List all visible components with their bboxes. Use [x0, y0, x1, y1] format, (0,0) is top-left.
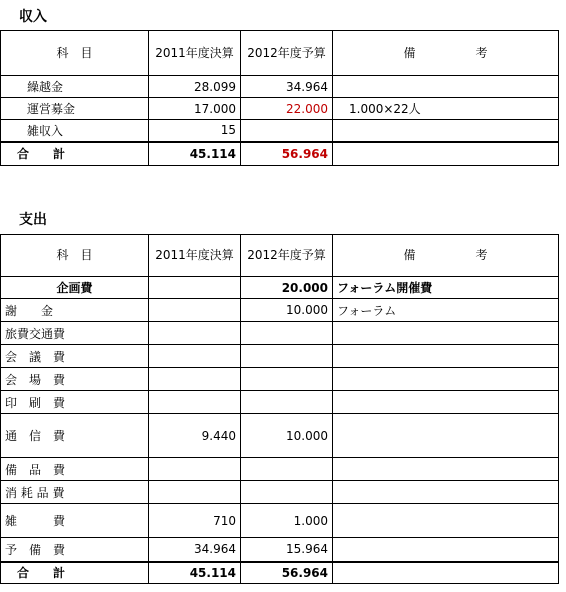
table-row: [1, 299, 559, 322]
expense-subject: 会 議 費: [1, 345, 149, 368]
income-total-prev: 45.114: [149, 142, 241, 166]
income-table: [0, 30, 559, 166]
table-row: [1, 458, 559, 481]
table-row: [1, 538, 559, 562]
table-row: [1, 345, 559, 368]
expense-subject: 通 信 費: [1, 414, 149, 458]
income-total-label: 合 計: [1, 142, 149, 166]
income-total-next: 56.964: [241, 142, 333, 166]
expense-total-remarks: [333, 562, 559, 584]
expense-remarks: [333, 414, 559, 458]
expense-subject: 消 耗 品 費: [1, 481, 149, 504]
expense-next-value: [241, 481, 333, 504]
expense-prev-value: 34.964: [149, 538, 241, 562]
income-header-row: [1, 31, 559, 76]
expense-next-value: 1.000: [241, 504, 333, 538]
expense-header-remarks: 備 考: [333, 235, 559, 277]
expense-next-value: 10.000: [241, 299, 333, 322]
expense-prev-value: [149, 277, 241, 299]
expense-remarks: [333, 538, 559, 562]
expense-prev-value: 710: [149, 504, 241, 538]
table-row: [1, 481, 559, 504]
expense-subject: 会 場 費: [1, 368, 149, 391]
expense-remarks: フォーラム開催費: [333, 277, 559, 299]
expense-prev-value: 9.440: [149, 414, 241, 458]
expense-prev-value: [149, 345, 241, 368]
expense-remarks: [333, 504, 559, 538]
expense-remarks: [333, 368, 559, 391]
expense-remarks: [333, 458, 559, 481]
expense-prev-value: [149, 391, 241, 414]
income-subject: 運営募金: [1, 98, 149, 120]
expense-subject: 雑 費: [1, 504, 149, 538]
expense-next-value: [241, 391, 333, 414]
expense-subject: 予 備 費: [1, 538, 149, 562]
expense-prev-value: [149, 481, 241, 504]
expense-subject: 企画費: [1, 277, 149, 299]
table-row: [1, 120, 559, 142]
table-row: [1, 322, 559, 345]
expense-header-subject: 科 目: [1, 235, 149, 277]
expense-prev-value: [149, 368, 241, 391]
expense-header-row: [1, 235, 559, 277]
expense-header-prev-year: 2011年度決算: [149, 235, 241, 277]
income-total-remarks: [333, 142, 559, 166]
income-title: 収入: [19, 9, 47, 25]
expense-remarks: [333, 391, 559, 414]
expense-next-value: 15.964: [241, 538, 333, 562]
expense-title: 支出: [19, 212, 47, 228]
expense-total-label: 合 計: [1, 562, 149, 584]
income-prev-value: 28.099: [149, 76, 241, 98]
table-row: [1, 391, 559, 414]
expense-subject: 印 刷 費: [1, 391, 149, 414]
income-remarks: [333, 76, 559, 98]
table-row: [1, 414, 559, 458]
expense-remarks: フォーラム: [333, 299, 559, 322]
expense-remarks: [333, 322, 559, 345]
income-total-row: [1, 142, 559, 166]
income-subject: 雑収入: [1, 120, 149, 142]
expense-total-row: [1, 562, 559, 584]
table-row: [1, 504, 559, 538]
table-row: [1, 277, 559, 299]
expense-prev-value: [149, 299, 241, 322]
income-header-subject: 科 目: [1, 31, 149, 76]
income-remarks: [333, 120, 559, 142]
expense-next-value: [241, 458, 333, 481]
income-header-remarks: 備 考: [333, 31, 559, 76]
income-header-next-year: 2012年度予算: [241, 31, 333, 76]
expense-header-next-year: 2012年度予算: [241, 235, 333, 277]
expense-subject: 備 品 費: [1, 458, 149, 481]
expense-remarks: [333, 345, 559, 368]
table-row: [1, 76, 559, 98]
income-prev-value: 17.000: [149, 98, 241, 120]
income-subject: 繰越金: [1, 76, 149, 98]
income-remarks: 1.000×22人: [333, 98, 559, 120]
expense-total-next: 56.964: [241, 562, 333, 584]
expense-total-prev: 45.114: [149, 562, 241, 584]
income-header-prev-year: 2011年度決算: [149, 31, 241, 76]
expense-next-value: [241, 368, 333, 391]
expense-next-value: [241, 345, 333, 368]
table-row: [1, 368, 559, 391]
expense-subject: 旅費交通費: [1, 322, 149, 345]
expense-remarks: [333, 481, 559, 504]
income-next-value: 34.964: [241, 76, 333, 98]
income-next-value: 22.000: [241, 98, 333, 120]
expense-next-value: 10.000: [241, 414, 333, 458]
expense-prev-value: [149, 458, 241, 481]
table-row: [1, 98, 559, 120]
income-next-value: [241, 120, 333, 142]
expense-table: [0, 234, 559, 584]
expense-prev-value: [149, 322, 241, 345]
expense-next-value: 20.000: [241, 277, 333, 299]
income-prev-value: 15: [149, 120, 241, 142]
expense-next-value: [241, 322, 333, 345]
expense-subject: 謝 金: [1, 299, 149, 322]
